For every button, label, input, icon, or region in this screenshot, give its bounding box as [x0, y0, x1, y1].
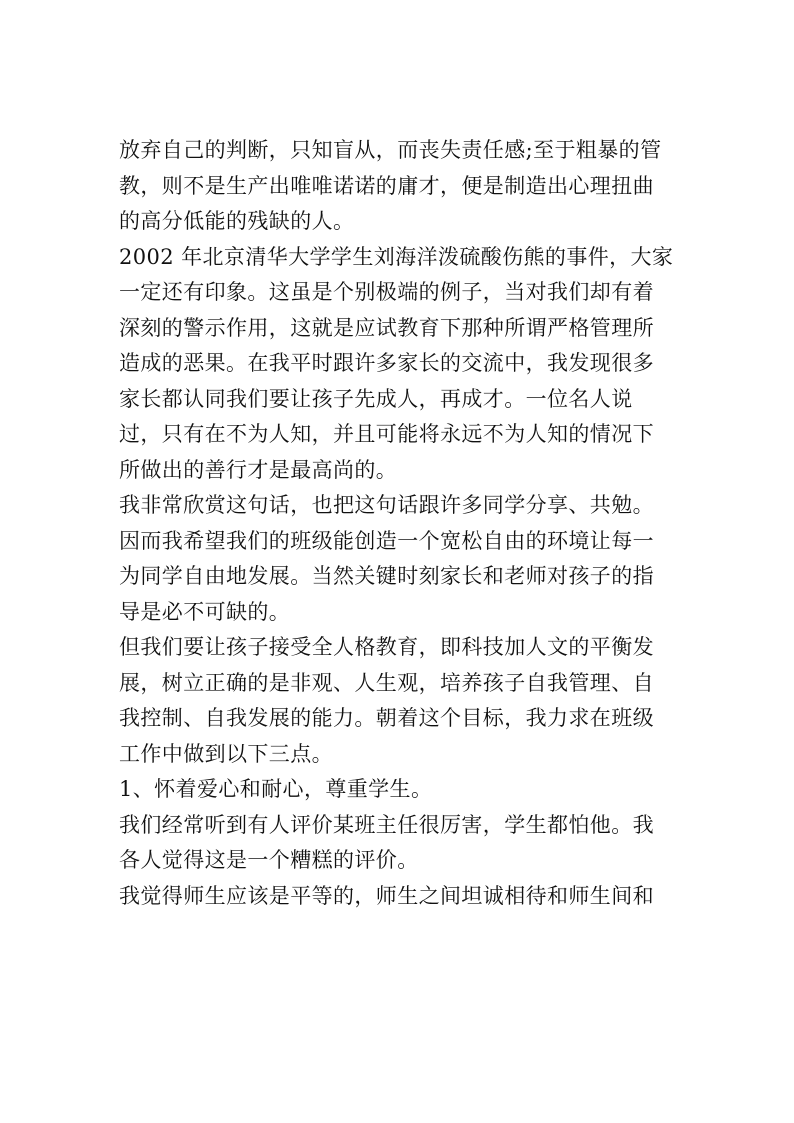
text-line-21: 各人觉得这是一个糟糕的评价。: [119, 848, 419, 872]
text-line-12: 因而我希望我们的班级能创造一个宽松自由的环境让每一: [119, 528, 654, 553]
text-line-19: 1、怀着爱心和耐心，尊重学生。: [119, 777, 433, 801]
text-line-2: 教，则不是生产出唯唯诺诺的庸才，便是制造出心理扭曲: [119, 173, 654, 198]
text-line-7: 造成的恶果。在我平时跟许多家长的交流中，我发现很多: [119, 351, 654, 375]
text-line-9: 过，只有在不为人知，并且可能将永远不为人知的情况下: [119, 422, 654, 446]
text-line-6: 深刻的警示作用，这就是应试教育下那种所谓严格管理所: [119, 315, 654, 340]
text-line-20: 我们经常听到有人评价某班主任很厉害，学生都怕他。我: [119, 812, 654, 837]
text-line-5: 一定还有印象。这虽是个别极端的例子，当对我们却有着: [119, 280, 654, 304]
text-line-16: 展，树立正确的是非观、人生观，培养孩子自我管理、自: [119, 670, 654, 695]
text-line-3: 的高分低能的残缺的人。: [119, 209, 355, 233]
text-line-8: 家长都认同我们要让孩子先成人，再成才。一位名人说: [119, 386, 633, 411]
text-line-10: 所做出的善行才是最高尚的。: [119, 457, 398, 482]
text-line-15: 但我们要让孩子接受全人格教育，即科技加人文的平衡发: [119, 635, 654, 659]
text-line-14: 导是必不可缺的。: [119, 599, 291, 624]
document-body: [119, 133, 679, 914]
text-line-4: 2002 年北京清华大学学生刘海洋泼硫酸伤熊的事件，大家: [119, 244, 674, 269]
text-line-22: 我觉得师生应该是平等的，师生之间坦诚相待和师生间和: [119, 883, 654, 908]
text-line-13: 为同学自由地发展。当然关键时刻家长和老师对孩子的指: [119, 564, 654, 588]
text-line-1: 放弃自己的判断，只知盲从，而丧失责任感;至于粗暴的管: [119, 138, 662, 162]
text-line-17: 我控制、自我发展的能力。朝着这个目标，我力求在班级: [119, 706, 654, 730]
text-line-11: 我非常欣赏这句话，也把这句话跟许多同学分享、共勉。: [119, 493, 654, 517]
text-line-18: 工作中做到以下三点。: [119, 741, 333, 766]
